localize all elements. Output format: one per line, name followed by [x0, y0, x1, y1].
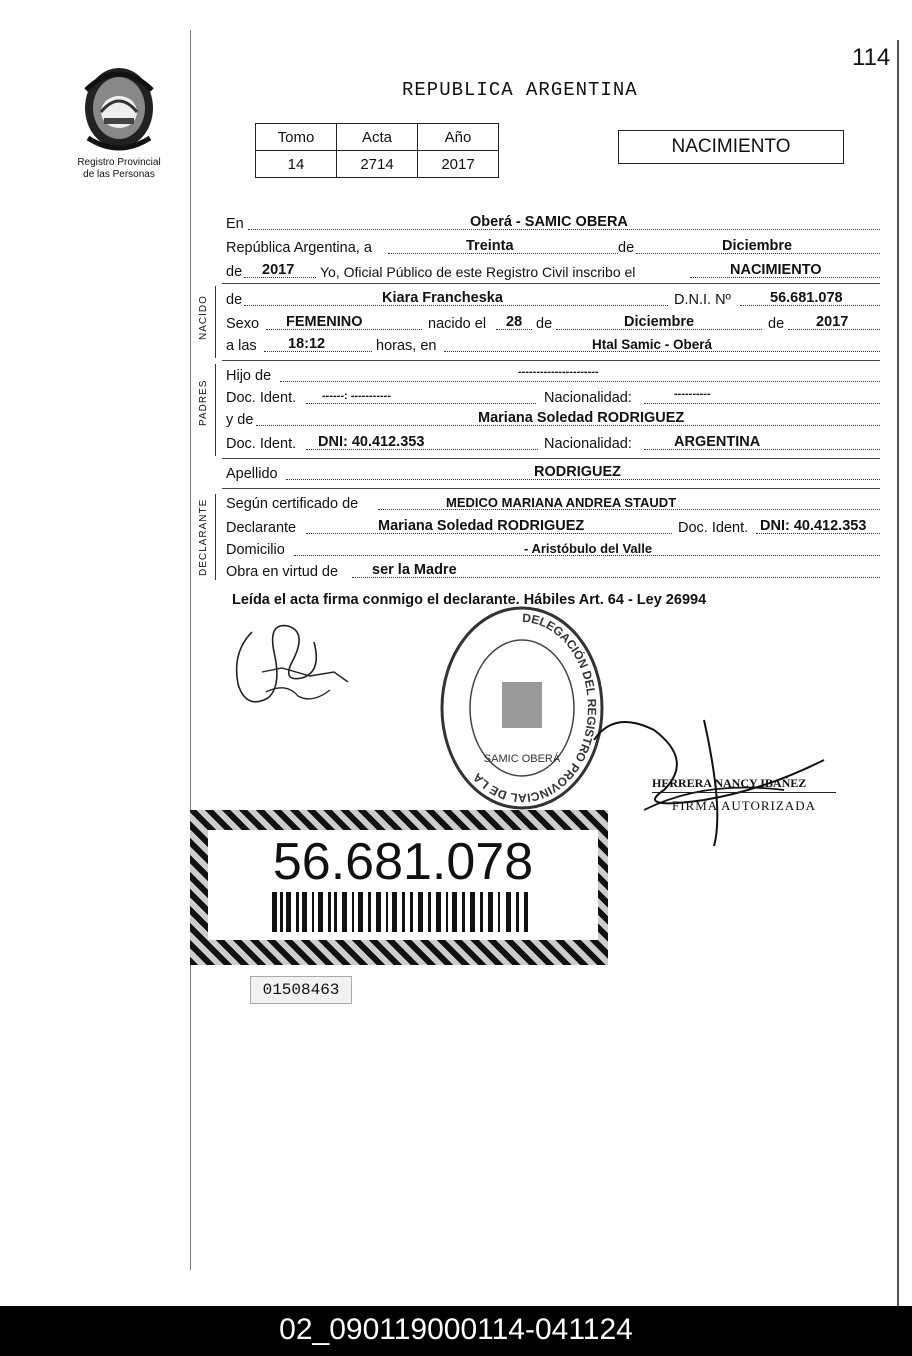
declarante-label: Declarante: [226, 520, 297, 536]
de2-label: de: [226, 264, 243, 280]
mes-value: Diciembre: [722, 238, 793, 254]
domicilio-value: - Aristóbulo del Valle: [524, 541, 653, 556]
row-apellido: [222, 462, 880, 484]
logo-caption: [60, 157, 178, 181]
domicilio-label: Domicilio: [226, 542, 285, 558]
anio-value: 2017: [418, 151, 499, 178]
madre-doc-value: DNI: 40.412.353: [318, 434, 425, 450]
anio-nacimiento-value: 2017: [816, 314, 849, 330]
row-sexo: [222, 312, 880, 334]
madre-value: Mariana Soledad RODRIGUEZ: [478, 410, 685, 426]
sexo-value: FEMENINO: [286, 314, 363, 330]
padre-nac-value: ----------: [674, 388, 711, 400]
seal-ring-text: DELEGACIÓN DEL REGISTRO PROVINCIAL DE LA: [470, 610, 600, 806]
right-edge-line: [897, 40, 899, 1310]
misiones-coat-of-arms-icon: [78, 60, 160, 155]
mes-nacimiento-value: Diciembre: [624, 314, 695, 330]
dia-value: Treinta: [466, 238, 514, 254]
closing-statement: Leída el acta firma conmigo el declarante. Hábiles Art. 64 - Ley 26994: [232, 592, 707, 608]
row-en: [222, 212, 880, 234]
de-label: de: [618, 240, 635, 256]
row-nacido-nombre: [222, 288, 880, 310]
anio-inscripcion-value: 2017: [262, 262, 295, 278]
logo-caption-line-2: de las Personas: [83, 169, 155, 180]
row-declarante: [222, 516, 880, 538]
side-label-declarante: DECLARANTE: [198, 498, 209, 576]
row-certificado: [222, 492, 880, 514]
left-margin-line: [190, 30, 191, 1270]
declarant-signature: [222, 612, 354, 716]
a-las-label: a las: [226, 338, 257, 354]
padre-doc-label: Doc. Ident.: [226, 390, 297, 406]
declarante-doc-value: DNI: 40.412.353: [760, 518, 867, 534]
registry-seal: [436, 600, 608, 810]
row-hijo-de: [222, 364, 880, 386]
yo-text: Yo, Oficial Público de este Registro Civil inscribo el: [320, 264, 636, 280]
nacido-el-label: nacido el: [428, 316, 487, 332]
padre-value: ----------------------: [518, 366, 599, 378]
apellido-label: Apellido: [226, 466, 278, 482]
logo-caption-line-1: Registro Provincial: [77, 157, 161, 168]
tomo-header: Tomo: [256, 124, 337, 151]
anio-header: Año: [418, 124, 499, 151]
lugar-value: Htal Samic - Oberá: [592, 337, 713, 352]
page-number: 114: [852, 44, 891, 71]
serial-number: 01508463: [250, 976, 352, 1004]
inscribo-value: NACIMIENTO: [730, 262, 822, 278]
row-padre-doc: [222, 386, 880, 408]
obra-value: ser la Madre: [372, 562, 457, 578]
acta-header: Acta: [337, 124, 418, 151]
horas-en-label: horas, en: [376, 338, 437, 354]
acta-value: 2714: [337, 151, 418, 178]
tomo-acta-table: [255, 123, 499, 178]
row-republica: [222, 236, 880, 258]
row-domicilio: [222, 538, 880, 560]
barcode-number: 56.681.078: [272, 833, 534, 891]
madre-nac-value: ARGENTINA: [674, 434, 761, 450]
signatory-stamp-name: HERRERA NANCY IBAÑEZ: [652, 776, 807, 790]
dni-label: D.N.I. Nº: [674, 292, 731, 308]
en-value: Oberá - SAMIC OBERA: [470, 214, 628, 230]
declarante-value: Mariana Soledad RODRIGUEZ: [378, 518, 585, 534]
de-label-3: de: [768, 316, 785, 332]
en-label: En: [226, 216, 244, 232]
authorized-signature: [584, 690, 846, 850]
barcode-bars: [270, 892, 530, 932]
hora-value: 18:12: [288, 336, 326, 352]
republica-label: República Argentina, a: [226, 240, 372, 256]
row-madre-doc: [222, 432, 880, 454]
seal-inner-text: SAMIC OBERÁ: [483, 753, 561, 765]
row-madre: [222, 408, 880, 430]
padre-nac-label: Nacionalidad:: [544, 390, 632, 406]
side-label-padres: PADRES: [198, 379, 209, 426]
sexo-label: Sexo: [226, 316, 260, 332]
madre-doc-label: Doc. Ident.: [226, 436, 297, 452]
certificado-label: Según certificado de: [226, 496, 359, 512]
de-label-2: de: [536, 316, 553, 332]
apellido-value: RODRIGUEZ: [534, 464, 621, 480]
act-type-box: NACIMIENTO: [618, 130, 844, 164]
madre-nac-label: Nacionalidad:: [544, 436, 632, 452]
nacido-de-label: de: [226, 292, 243, 308]
nombre-value: Kiara Francheska: [382, 290, 503, 306]
row-anio: [222, 260, 880, 282]
row-obra: [222, 560, 880, 582]
dia-nacimiento-value: 28: [506, 314, 523, 330]
padre-doc-value: ------: -----------: [322, 390, 391, 402]
dni-value: 56.681.078: [770, 290, 843, 306]
y-de-label: y de: [226, 412, 254, 428]
side-label-nacido: NACIDO: [198, 295, 209, 340]
declarante-doc-label: Doc. Ident.: [678, 520, 749, 536]
hijo-de-label: Hijo de: [226, 368, 272, 384]
obra-label: Obra en virtud de: [226, 564, 339, 580]
document-title: REPUBLICA ARGENTINA: [402, 79, 638, 101]
signatory-stamp-role: FIRMA AUTORIZADA: [672, 798, 816, 813]
tomo-value: 14: [256, 151, 337, 178]
certificado-value: MEDICO MARIANA ANDREA STAUDT: [446, 495, 677, 510]
document-code-footer: 02_090119000114-041124: [0, 1306, 912, 1356]
row-hora-lugar: [222, 334, 880, 356]
